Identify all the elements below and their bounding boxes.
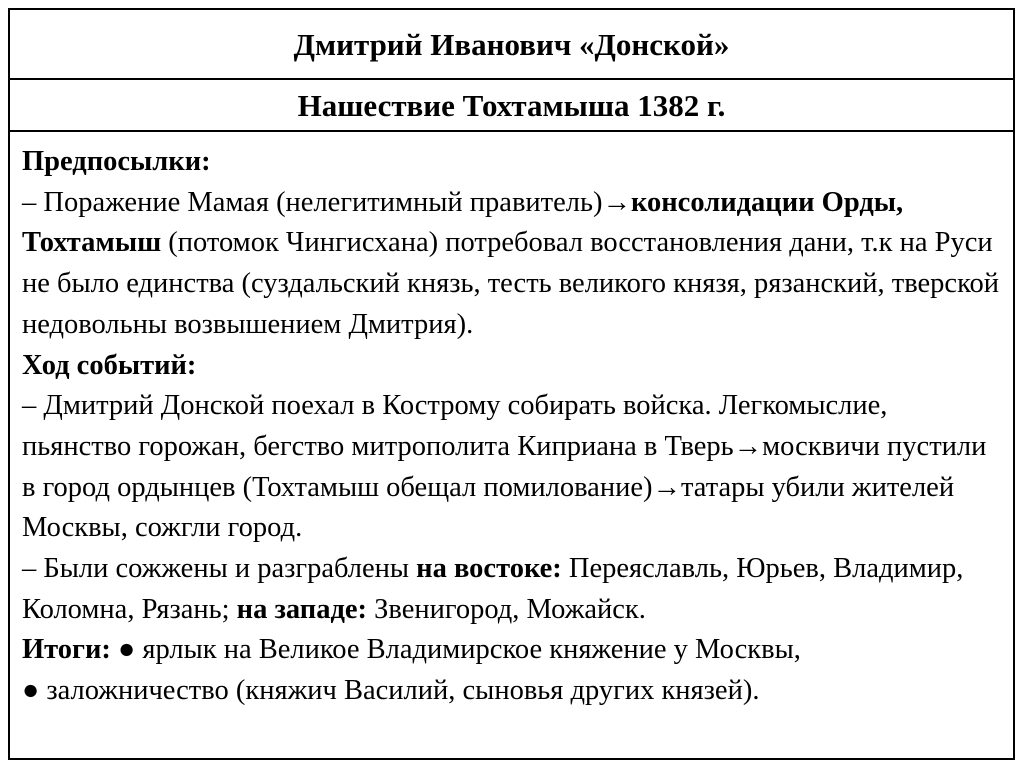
prerequisites-text (22, 183, 1001, 346)
results-line-1 (22, 630, 1001, 671)
prerequisites-bold: консолидации Орды, Тохтамыш (22, 186, 904, 259)
history-table (8, 8, 1015, 760)
events-east-label: на востоке: (416, 553, 562, 585)
results-heading: Итоги: (22, 634, 111, 666)
results-item-1: ● ярлык на Великое Владимирское княжение у Москвы, (110, 634, 801, 666)
prerequisites-text-2: (потомок Чингисхана) потребовал восстановления дани, т.к на Руси не было единства (суздальский князь, тесть великого князя, рязанский, тверской недовольны возвышением Дмитрия). (22, 227, 999, 340)
table-title: Дмитрий Иванович «Донской» (10, 10, 1013, 80)
prerequisites-heading: Предпосылки: (22, 146, 211, 177)
events-heading: Ход событий: (22, 349, 197, 381)
prerequisites-text-1: – Поражение Мамая (нелегитимный правитель)→ (22, 186, 631, 218)
events-west-cities: Звенигород, Можайск. (367, 593, 646, 625)
events-p2-start: – Были сожжены и разграблены (22, 553, 417, 585)
events-west-label: на западе: (236, 593, 368, 625)
table-subtitle: Нашествие Тохтамыша 1382 г. (10, 80, 1013, 132)
events-paragraph-2 (22, 549, 1001, 630)
events-east-cities: Переяславль, Юрьев, Владимир, Коломна, Рязань; (22, 553, 964, 625)
results-item-2: ● заложничество (княжич Василий, сыновья других князей). (22, 675, 760, 707)
events-paragraph-1: – Дмитрий Донской поехал в Кострому собирать войска. Легкомыслие, пьянство горожан, бегство митрополита Киприана в Тверь→москвичи пустили в город ордынцев (Тохтамыш обещал помилование)→татары убили жителей Москвы, сожгли город. (22, 390, 987, 544)
table-content (10, 132, 1013, 712)
